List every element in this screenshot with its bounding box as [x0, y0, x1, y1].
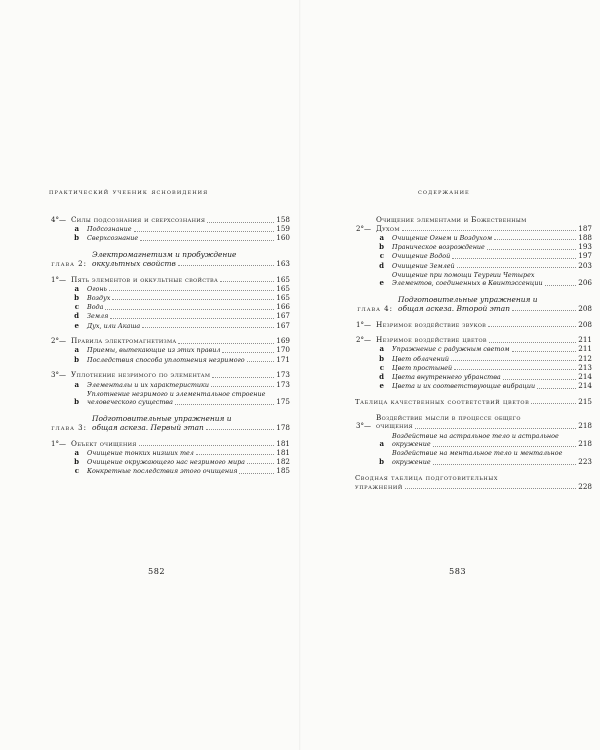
toc-entry	[50, 356, 290, 365]
entry-marker: b	[379, 242, 384, 252]
entry-page-number: 158	[276, 215, 290, 224]
running-head-right: содержание	[418, 187, 470, 196]
toc-entry	[50, 322, 290, 331]
entry-title: Незримое воздействие звуков	[376, 319, 487, 329]
entry-page-number: 181	[276, 438, 290, 448]
entry-title: Очищение Водой	[392, 252, 451, 261]
dot-leader	[139, 445, 275, 446]
dot-leader	[140, 240, 274, 241]
entry-title: Очищение элементами и Божественным Духом	[376, 215, 527, 233]
entry-marker: a	[74, 224, 79, 234]
chapter-label: глава 4:	[357, 304, 393, 313]
dot-leader	[545, 285, 577, 286]
dot-leader	[247, 361, 275, 362]
entry-marker: a	[74, 379, 79, 389]
entry-page-number: 211	[578, 335, 592, 345]
toc-entry	[50, 225, 290, 234]
toc-entry	[355, 398, 592, 407]
entry-marker: a	[379, 344, 384, 354]
toc-entry	[355, 449, 592, 466]
entry-marker: 1°—	[356, 320, 371, 329]
dot-leader	[451, 360, 576, 361]
entry-page-number: 182	[276, 456, 290, 466]
entry-marker: c	[74, 302, 79, 312]
toc-entry	[355, 355, 592, 364]
toc-entry	[355, 321, 592, 330]
dot-leader	[206, 429, 275, 430]
entry-page-number: 166	[276, 302, 290, 312]
entry-title: Вода	[87, 303, 104, 312]
page-number-right: 583	[449, 566, 467, 576]
toc-entry	[355, 345, 592, 354]
entry-page-number: 165	[276, 292, 290, 302]
entry-page-number: 211	[578, 344, 592, 354]
entry-marker: 2°—	[356, 336, 371, 345]
dot-leader	[142, 327, 274, 328]
dot-leader	[454, 369, 576, 370]
dot-leader	[105, 309, 274, 310]
entry-page-number: 171	[276, 354, 290, 364]
dot-leader	[433, 464, 577, 465]
entry-page-number: 197	[578, 251, 592, 261]
entry-title: Очищение окружающего нас незримого мира	[87, 457, 245, 466]
entry-page-number: 178	[276, 422, 290, 432]
entry-page-number: 208	[578, 303, 592, 313]
entry-title: Праническое возрождение	[392, 243, 485, 252]
entry-marker: 4°—	[51, 216, 66, 224]
entry-page-number: 215	[578, 396, 592, 406]
entry-marker: b	[74, 456, 79, 466]
entry-title: Подготовительные упражнения и общая аскеза. Второй этап	[398, 295, 538, 313]
dot-leader	[247, 463, 274, 464]
entry-page-number: 228	[578, 481, 592, 491]
entry-marker: e	[379, 278, 384, 288]
entry-title: Земля	[87, 312, 109, 321]
dot-leader	[512, 310, 576, 311]
entry-title: Незримое воздействие цветов	[376, 335, 487, 345]
entry-marker: 1°—	[51, 275, 66, 284]
entry-page-number: 213	[578, 362, 592, 372]
entry-marker: b	[379, 457, 384, 467]
dot-leader	[178, 343, 274, 344]
dot-leader	[220, 281, 274, 282]
entry-title: Воздействие на астральное тело и астральное окружение	[392, 431, 559, 449]
entry-marker: 3°—	[51, 371, 66, 380]
entry-title: Приемы, вытекающие из этих правил	[87, 346, 221, 355]
right-page	[300, 0, 600, 750]
dot-leader	[402, 230, 577, 231]
entry-marker: e	[379, 381, 384, 391]
toc-entry	[355, 252, 592, 261]
entry-title: Правила электромагнетизма	[71, 336, 177, 346]
toc-entry	[355, 414, 592, 431]
dot-leader	[512, 351, 577, 352]
toc-left	[50, 216, 290, 476]
entry-title: Объект очищения	[71, 438, 137, 448]
entry-marker: d	[74, 311, 79, 321]
dot-leader	[211, 386, 274, 387]
dot-leader	[531, 403, 576, 404]
entry-page-number: 165	[276, 274, 290, 284]
entry-marker: b	[74, 354, 79, 364]
entry-page-number: 167	[276, 311, 290, 321]
entry-title: Пять элементов и оккультные свойства	[71, 274, 219, 284]
entry-page-number: 163	[276, 258, 290, 268]
entry-title: Электромагнетизм и пробуждение оккультных свойств	[92, 250, 237, 268]
entry-marker: a	[379, 439, 384, 449]
entry-title: Элементалы и их характеристики	[87, 380, 209, 389]
entry-marker: c	[379, 362, 384, 372]
entry-title: Воздух	[87, 293, 111, 302]
dot-leader	[178, 265, 274, 266]
toc-entry	[50, 216, 290, 225]
entry-page-number: 185	[276, 466, 290, 476]
entry-title: Очищение тонких низших тел	[87, 448, 194, 457]
entry-marker: d	[379, 260, 384, 270]
toc-entry	[355, 382, 592, 391]
dot-leader	[175, 404, 274, 405]
toc-entry	[355, 364, 592, 373]
entry-page-number: 223	[578, 457, 592, 467]
toc-entry	[50, 285, 290, 294]
dot-leader	[488, 326, 576, 327]
entry-marker: c	[379, 251, 384, 261]
entry-page-number: 170	[276, 345, 290, 355]
chapter-label: глава 2:	[51, 259, 87, 268]
entry-title: Воздействие мысли в процессе общего очищения	[376, 412, 521, 431]
entry-page-number: 159	[276, 224, 290, 234]
entry-title: Сверхсознание	[87, 234, 139, 243]
toc-entry	[50, 440, 290, 449]
entry-marker: c	[74, 466, 79, 476]
entry-marker: 3°—	[356, 422, 371, 431]
entry-marker: a	[74, 283, 79, 293]
entry-marker: a	[74, 447, 79, 457]
dot-leader	[405, 488, 576, 489]
toc-entry	[355, 336, 592, 345]
dot-leader	[494, 239, 576, 240]
dot-leader	[196, 454, 274, 455]
entry-page-number: 218	[578, 421, 592, 431]
entry-title: Цвета и их соответствующие вибрации	[392, 382, 536, 391]
toc-entry	[355, 262, 592, 271]
dot-leader	[134, 231, 275, 232]
dot-leader	[222, 352, 274, 353]
entry-title: Очищение Землей	[392, 261, 455, 270]
entry-page-number: 193	[578, 242, 592, 252]
toc-entry	[355, 234, 592, 243]
entry-page-number: 214	[578, 372, 592, 382]
toc-right	[355, 216, 592, 491]
dot-leader	[207, 222, 274, 223]
toc-entry	[50, 390, 290, 407]
toc-entry	[355, 216, 592, 233]
toc-entry	[50, 303, 290, 312]
dot-leader	[433, 446, 577, 447]
entry-title: Уплотнение незримого и элементальное строение человеческого существа	[87, 389, 266, 407]
entry-marker: b	[74, 233, 79, 243]
toc-entry	[50, 251, 290, 268]
entry-marker: b	[379, 353, 384, 363]
dot-leader	[457, 267, 577, 268]
dot-leader	[503, 379, 577, 380]
entry-marker: 1°—	[51, 439, 66, 448]
dot-leader	[212, 377, 274, 378]
toc-entry	[50, 458, 290, 467]
toc-entry	[50, 234, 290, 243]
entry-title: Воздействие на ментальное тело и ментальное окружение	[392, 449, 563, 467]
toc-entry	[50, 276, 290, 285]
dot-leader	[489, 342, 576, 343]
dot-leader	[110, 318, 274, 319]
entry-page-number: 212	[578, 353, 592, 363]
entry-title: Очищение при помощи Теургии Четырех Элементов, соединенных в Квинтэссенции	[392, 270, 543, 288]
toc-entry	[50, 346, 290, 355]
toc-entry	[355, 474, 592, 491]
entry-title: Последствия способа уплотнения незримого	[87, 355, 245, 364]
entry-title: Очищение Огнем и Воздухом	[392, 233, 493, 242]
entry-title: Цвет простыней	[392, 363, 453, 372]
entry-title: Уплотнение незримого по элементам	[71, 370, 211, 380]
dot-leader	[112, 299, 274, 300]
entry-page-number: 173	[276, 370, 290, 380]
toc-entry	[355, 296, 592, 313]
entry-title: Огонь	[87, 284, 108, 293]
toc-entry	[355, 373, 592, 382]
entry-page-number: 167	[276, 320, 290, 330]
entry-title: Сводная таблица подготовительных упражнений	[355, 473, 498, 491]
entry-marker: b	[74, 397, 79, 407]
entry-title: Цвет облачений	[392, 354, 449, 363]
chapter-label: глава 3:	[51, 423, 87, 432]
entry-page-number: 181	[276, 447, 290, 457]
entry-page-number: 214	[578, 381, 592, 391]
toc-entry	[50, 467, 290, 476]
entry-marker: 2°—	[356, 224, 371, 233]
toc-entry	[50, 381, 290, 390]
toc-entry	[50, 371, 290, 380]
running-head-left: практический учебник ясновидения	[49, 187, 209, 196]
toc-entry	[355, 243, 592, 252]
entry-page-number: 169	[276, 336, 290, 346]
entry-title: Таблица качественных соответствий цветов	[355, 397, 530, 406]
entry-page-number: 188	[578, 232, 592, 242]
entry-page-number: 203	[578, 260, 592, 270]
toc-entry	[50, 449, 290, 458]
page-number-left: 582	[148, 566, 166, 576]
entry-page-number: 160	[276, 233, 290, 243]
entry-marker: 2°—	[51, 337, 66, 346]
entry-title: Подготовительные упражнения и общая аскеза. Первый этап	[92, 414, 232, 432]
entry-page-number: 206	[578, 278, 592, 288]
entry-title: Подсознание	[87, 225, 132, 234]
dot-leader	[239, 473, 274, 474]
dot-leader	[452, 258, 576, 259]
entry-marker: e	[74, 320, 79, 330]
toc-entry	[50, 337, 290, 346]
entry-title: Упражнение с радужным светом	[392, 345, 510, 354]
toc-entry	[50, 415, 290, 432]
entry-page-number: 218	[578, 439, 592, 449]
dot-leader	[537, 388, 576, 389]
entry-title: Конкретные последствия этого очищения	[87, 467, 238, 476]
entry-title: Цвета внутреннего убранства	[392, 373, 501, 382]
toc-entry	[50, 294, 290, 303]
entry-marker: a	[379, 232, 384, 242]
entry-page-number: 208	[578, 319, 592, 329]
dot-leader	[415, 428, 576, 429]
entry-marker: a	[74, 345, 79, 355]
toc-entry	[50, 312, 290, 321]
entry-title: Силы подсознания и сверхсознания	[71, 215, 206, 224]
entry-page-number: 165	[276, 283, 290, 293]
entry-marker: d	[379, 372, 384, 382]
dot-leader	[487, 249, 576, 250]
entry-marker: b	[74, 292, 79, 302]
entry-page-number: 175	[276, 397, 290, 407]
toc-entry	[355, 432, 592, 449]
toc-entry	[355, 271, 592, 288]
entry-title: Дух, или Акаша	[87, 321, 141, 330]
dot-leader	[109, 290, 274, 291]
entry-page-number: 187	[578, 223, 592, 233]
entry-page-number: 173	[276, 379, 290, 389]
